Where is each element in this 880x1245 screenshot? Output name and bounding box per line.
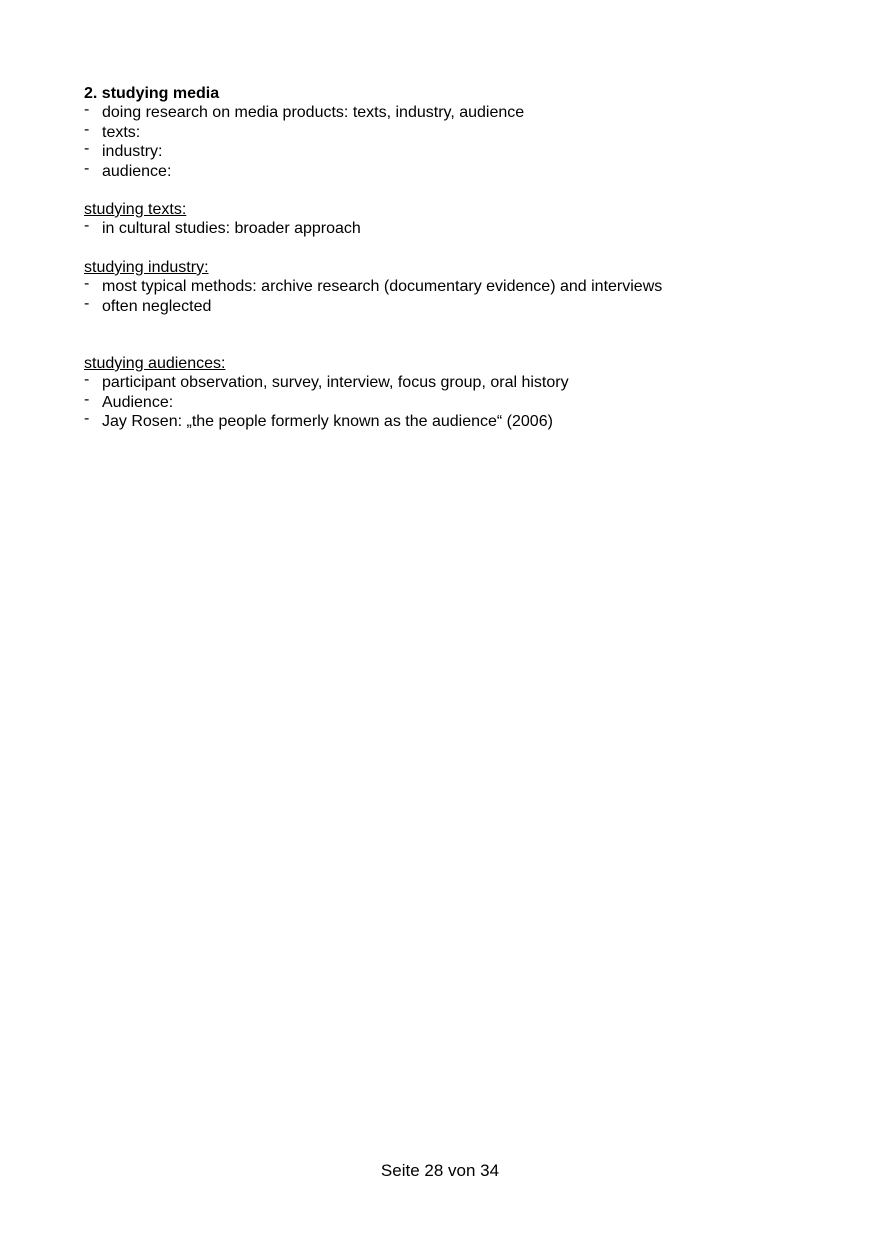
spacer <box>84 316 804 354</box>
list-item-text: in cultural studies: broader approach <box>102 220 361 238</box>
section-heading: 2. studying media <box>84 85 220 102</box>
list-item <box>84 159 804 181</box>
list-item <box>84 390 804 412</box>
dash-bullet: - <box>84 101 90 119</box>
dash-bullet: - <box>84 410 90 428</box>
list-item-text: often neglected <box>102 297 212 315</box>
document-body <box>84 84 804 432</box>
texts-list <box>84 219 804 238</box>
industry-list <box>84 277 804 316</box>
list-item-text: participant observation, survey, interview, focus group, oral history <box>102 374 569 392</box>
list-item-text: most typical methods: archive research (documentary evidence) and interviews <box>102 278 663 296</box>
dash-bullet: - <box>84 294 90 312</box>
list-item <box>84 373 804 392</box>
list-item <box>84 294 804 316</box>
list-item <box>84 103 804 122</box>
list-item <box>84 412 804 431</box>
dash-bullet: - <box>84 371 90 389</box>
list-item <box>84 219 804 238</box>
intro-list <box>84 103 804 181</box>
dash-bullet: - <box>84 217 90 235</box>
dash-bullet: - <box>84 275 90 293</box>
dash-bullet: - <box>84 390 90 408</box>
list-item-text: Jay Rosen: „the people formerly known as the audience“ (2006) <box>102 413 553 431</box>
list-item <box>84 142 804 161</box>
list-item-text: Audience: <box>102 393 174 411</box>
studying-texts-title: studying texts: <box>84 201 187 219</box>
dash-bullet: - <box>84 140 90 158</box>
studying-industry-title: studying industry: <box>84 258 209 276</box>
studying-audiences-title: studying audiences: <box>84 355 226 373</box>
list-item-text: audience: <box>102 162 172 180</box>
list-item-text: doing research on media products: texts, industry, audience <box>102 104 525 122</box>
page-number: Seite 28 von 34 <box>380 1161 500 1180</box>
dash-bullet: - <box>84 159 90 177</box>
list-item-text: texts: <box>102 123 141 141</box>
dash-bullet: - <box>84 120 90 138</box>
list-item <box>84 277 804 296</box>
spacer <box>84 239 804 258</box>
list-item-text: industry: <box>102 143 163 161</box>
list-item <box>84 120 804 142</box>
spacer <box>84 181 804 200</box>
audiences-list <box>84 373 804 431</box>
